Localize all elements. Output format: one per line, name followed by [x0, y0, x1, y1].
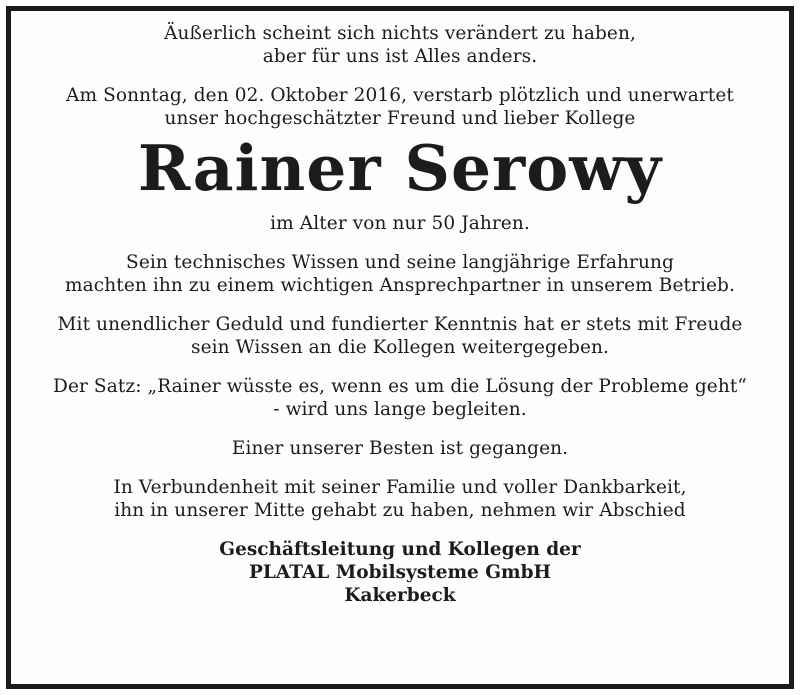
- knowledge-line-2: machten ihn zu einem wichtigen Ansprechpartner in unserem Betrieb.: [65, 275, 735, 296]
- announcement-paragraph: [11, 84, 789, 130]
- signature-block: [11, 538, 789, 607]
- obituary-frame: [6, 6, 794, 689]
- farewell-line-1: In Verbundenheit mit seiner Familie und voller Dankbarkeit,: [113, 477, 687, 498]
- signature-location: Kakerbeck: [344, 585, 456, 606]
- intro-line-2: aber für uns ist Alles anders.: [262, 46, 538, 67]
- farewell-line-2: ihn in unserer Mitte gehabt zu haben, nehmen wir Abschied: [114, 500, 686, 521]
- patience-line-1: Mit unendlicher Geduld und fundierter Kenntnis hat er stets mit Freude: [57, 314, 743, 335]
- patience-paragraph: [11, 313, 789, 359]
- knowledge-line-1: Sein technisches Wissen und seine langjährige Erfahrung: [126, 252, 674, 273]
- intro-line-1: Äußerlich scheint sich nichts verändert zu haben,: [164, 23, 636, 44]
- farewell-paragraph: [11, 476, 789, 522]
- obituary-content: [11, 22, 789, 607]
- quote-paragraph: [11, 375, 789, 421]
- patience-line-2: sein Wissen an die Kollegen weitergegeben.: [190, 337, 610, 358]
- quote-line-1: Der Satz: „Rainer wüsste es, wenn es um die Lösung der Probleme geht“: [53, 376, 747, 397]
- quote-line-2: - wird uns lange begleiten.: [273, 399, 527, 420]
- age-line: im Alter von nur 50 Jahren.: [270, 213, 530, 234]
- best-line: Einer unserer Besten ist gegangen.: [231, 438, 569, 459]
- intro-paragraph: [11, 22, 789, 68]
- announcement-line-1: Am Sonntag, den 02. Oktober 2016, verstarb plötzlich und unerwartet: [66, 85, 734, 106]
- announcement-line-2: unser hochgeschätzter Freund und lieber Kollege: [164, 108, 636, 129]
- deceased-name: Rainer Serowy: [137, 131, 663, 205]
- knowledge-paragraph: [11, 251, 789, 297]
- signature-line-1: Geschäftsleitung und Kollegen der: [219, 539, 581, 560]
- signature-company: PLATAL Mobilsysteme GmbH: [248, 562, 552, 583]
